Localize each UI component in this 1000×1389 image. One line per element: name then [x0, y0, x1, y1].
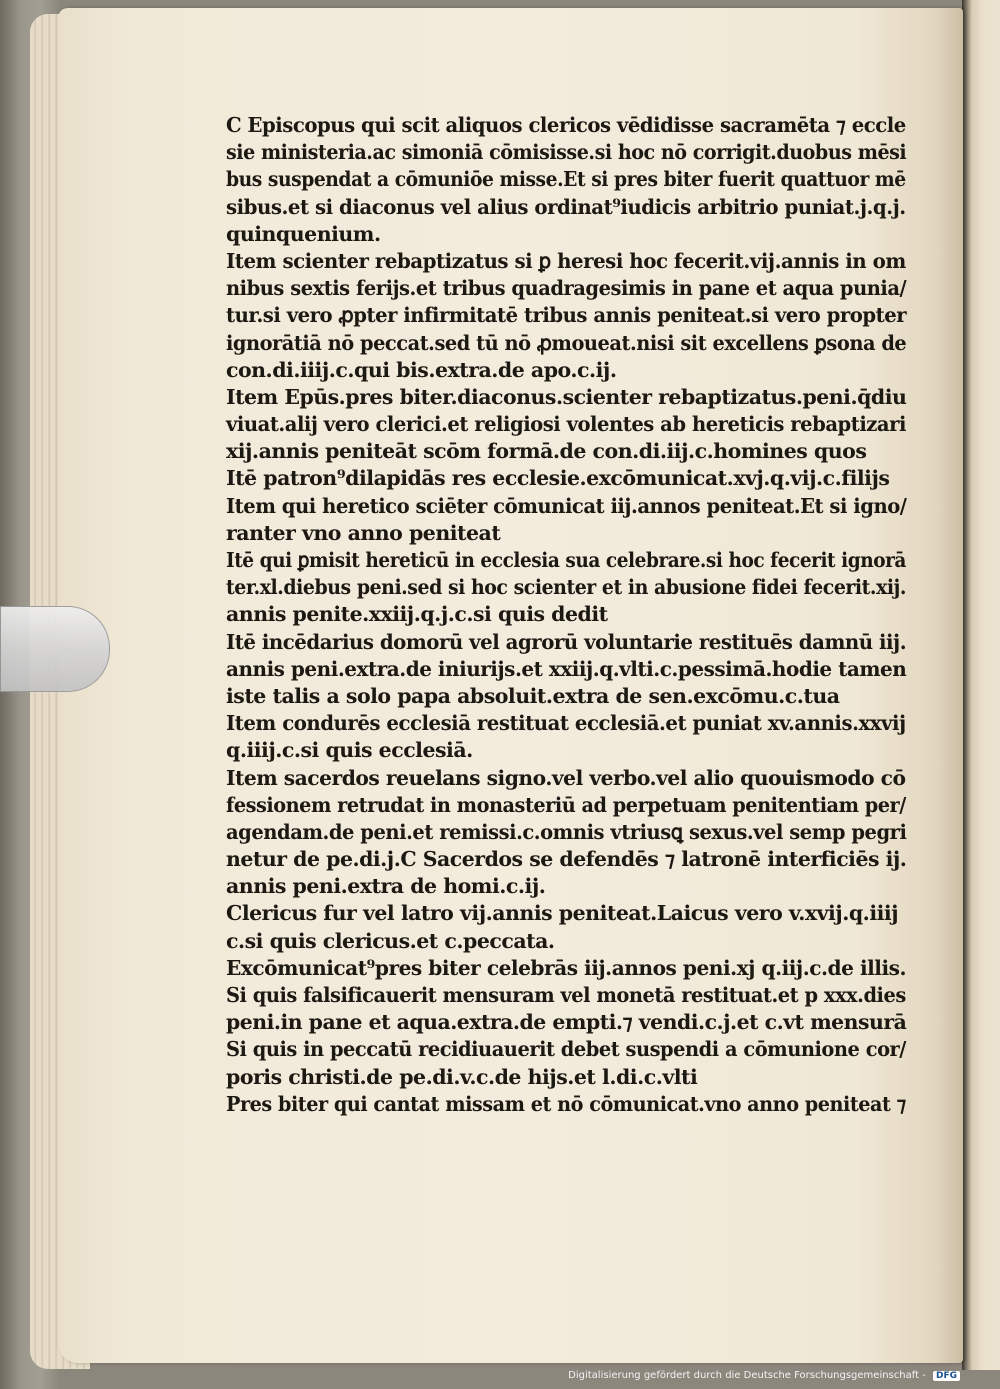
dfg-logo: DFG [933, 1371, 960, 1381]
text-line: ignorātiā nō peccat.sed tū nō ꝓmoueat.nisi sit excellens ꝑsona de [226, 330, 907, 355]
text-line: q.iiij.c.si quis ecclesiā. [226, 738, 473, 763]
text-line: ranter vno anno peniteat [226, 520, 501, 545]
text-line: Excōmunicat⁹pres biter celebrās iij.annos peni.xj q.iij.c.de illis. [226, 955, 906, 980]
text-line: con.di.iiij.c.qui bis.extra.de apo.c.ij. [226, 357, 617, 382]
text-line: Si quis in peccatū recidiuauerit debet suspendi a cōmunione cor/ [226, 1037, 906, 1062]
footer-text: Digitalisierung gefördert durch die Deutsche Forschungsgemeinschaft - [568, 1370, 926, 1381]
text-line: fessionem retrudat in monasteriū ad perpetuam penitentiam per/ [226, 792, 906, 817]
text-line: nibus sextis ferijs.et tribus quadragesimis in pane et aqua punia/ [226, 276, 907, 301]
text-line: bus suspendat a cōmuniōe misse.Et si pres biter fuerit quattuor mē [226, 167, 906, 192]
text-line: annis penite.xxiij.q.j.c.si quis dedit [226, 602, 608, 627]
footer-credit [568, 1370, 960, 1381]
text-line: ter.xl.diebus peni.sed si hoc scienter et in abusione fidei fecerit.xij. [226, 575, 907, 600]
page-marker-tab [0, 606, 110, 692]
text-line: C Episcopus qui scit aliquos clericos vēdidisse sacramēta ⁊ eccle [226, 113, 906, 137]
text-line: iste talis a solo papa absoluit.extra de sen.excōmu.c.tua [226, 683, 840, 708]
text-line: agendam.de peni.et remissi.c.omnis vtriusꝗ sexus.vel semp pegri [226, 819, 907, 844]
text-line: annis peni.extra.de iniurijs.et xxiij.q.vlti.c.pessimā.hodie tamen [226, 656, 907, 681]
text-line: viuat.alij vero clerici.et religiosi volentes ab hereticis rebaptizari [226, 412, 906, 437]
text-line: c.si quis clericus.et c.peccata. [226, 928, 555, 953]
text-line: Item scienter rebaptizatus si ꝑ heresi hoc fecerit.vij.annis in om [226, 248, 906, 273]
page-text [226, 112, 906, 1118]
text-line: peni.in pane et aqua.extra.de empti.⁊ vendi.c.j.et c.vt mensurā [226, 1010, 907, 1035]
text-line: xij.annis peniteāt scōm formā.de con.di.iij.c.homines quos [226, 439, 867, 464]
text-line: Item Epūs.pres biter.diaconus.scienter rebaptizatus.peni.q̄diu [226, 384, 907, 409]
text-line: Si quis falsificauerit mensuram vel monetā restituat.et p xxx.dies [226, 983, 906, 1007]
text-line: netur de pe.di.j.C Sacerdos se defendēs ⁊ latronē interficiēs ij. [226, 847, 907, 872]
text-line: tur.si vero ꝓpter infirmitatē tribus annis peniteat.si vero propter [226, 303, 907, 328]
text-line: poris christi.de pe.di.v.c.de hijs.et l.di.c.vlti [226, 1064, 698, 1089]
text-line: Item sacerdos reuelans signo.vel verbo.vel alio quouismodo cō [226, 765, 906, 790]
text-line: Itē qui ꝑmisit hereticū in ecclesia sua celebrare.si hoc fecerit ignorā [226, 548, 906, 572]
text-line: sibus.et si diaconus vel alius ordinat⁹iudicis arbitrio puniat.j.q.j. [226, 194, 906, 219]
text-line: quinquenium. [226, 221, 381, 246]
text-line: Item qui heretico sciēter cōmunicat iij.annos peniteat.Et si igno/ [226, 493, 907, 518]
text-line: Itē patron⁹dilapidās res ecclesie.excōmunicat.xvj.q.vij.c.filijs [226, 466, 890, 491]
text-line: Itē incēdarius domorū vel agrorū voluntarie restituēs damnū iij. [226, 629, 907, 654]
text-line: annis peni.extra de homi.c.ij. [226, 874, 546, 899]
text-line: sie ministeria.ac simoniā cōmisisse.si hoc nō corrigit.duobus mēsi [226, 140, 907, 165]
text-line: Pres biter qui cantat missam et nō cōmunicat.vno anno peniteat ⁊ [226, 1091, 906, 1116]
text-line: Item condurēs ecclesiā restituat ecclesiā.et puniat xv.annis.xxvij [226, 711, 906, 736]
facing-page-edge [962, 0, 1000, 1370]
text-line: Clericus fur vel latro vij.annis peniteat.Laicus vero v.xvij.q.iiij [226, 901, 899, 926]
